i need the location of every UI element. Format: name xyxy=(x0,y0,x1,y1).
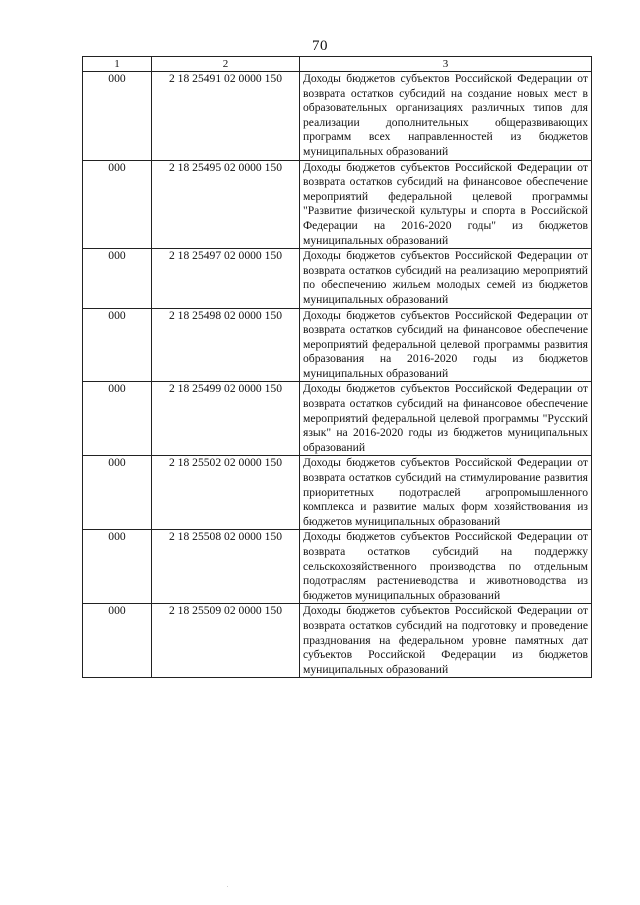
table-row xyxy=(83,382,592,456)
admin-code-cell: 000 xyxy=(83,249,152,308)
table-header-row xyxy=(83,57,592,72)
revenue-description-cell: Доходы бюджетов субъектов Российской Федерации от возврата остатков субсидий на реализацию мероприятий по обеспечению жильем молодых семей из бюджетов муниципальных образований xyxy=(300,249,592,308)
table-row xyxy=(83,308,592,382)
budget-classification-code-cell: 2 18 25508 02 0000 150 xyxy=(152,530,300,604)
budget-classification-code-cell: 2 18 25509 02 0000 150 xyxy=(152,604,300,678)
table-row xyxy=(83,456,592,530)
admin-code-cell: 000 xyxy=(83,604,152,678)
budget-classification-code-cell: 2 18 25502 02 0000 150 xyxy=(152,456,300,530)
column-header-1: 1 xyxy=(83,57,152,72)
admin-code-cell: 000 xyxy=(83,160,152,249)
revenue-description-cell: Доходы бюджетов субъектов Российской Федерации от возврата остатков субсидий на финансовое обеспечение мероприятий федеральной целевой программы "Русский язык" на 2016-2020 годы из бюджетов муниципальных образований xyxy=(300,382,592,456)
budget-classification-code-cell: 2 18 25498 02 0000 150 xyxy=(152,308,300,382)
admin-code-cell: 000 xyxy=(83,308,152,382)
revenue-description-cell: Доходы бюджетов субъектов Российской Федерации от возврата остатков субсидий на создание новых мест в образовательных организациях различных типов для реализации дополнительных общеразвивающих программ всех направленностей из бюджетов муниципальных образований xyxy=(300,72,592,161)
scan-speck xyxy=(227,886,228,887)
budget-revenue-table xyxy=(82,56,592,678)
revenue-description-cell: Доходы бюджетов субъектов Российской Федерации от возврата остатков субсидий на поддержку сельскохозяйственного производства по отдельным подотраслям растениеводства и животноводства из бюджетов муниципальных образований xyxy=(300,530,592,604)
table-row xyxy=(83,249,592,308)
revenue-description-cell: Доходы бюджетов субъектов Российской Федерации от возврата остатков субсидий на финансовое обеспечение мероприятий федеральной целевой программы "Развитие физической культуры и спорта в Российской Федерации на 2016-2020 годы" из бюджетов муниципальных образований xyxy=(300,160,592,249)
table-row xyxy=(83,604,592,678)
column-header-3: 3 xyxy=(300,57,592,72)
revenue-description-cell: Доходы бюджетов субъектов Российской Федерации от возврата остатков субсидий на финансовое обеспечение мероприятий федеральной целевой программы развития образования на 2016-2020 годы из бюджетов муниципальных образований xyxy=(300,308,592,382)
page-number: 70 xyxy=(312,38,328,54)
admin-code-cell: 000 xyxy=(83,456,152,530)
admin-code-cell: 000 xyxy=(83,530,152,604)
revenue-description-cell: Доходы бюджетов субъектов Российской Федерации от возврата остатков субсидий на подготовку и проведение празднования на федеральном уровне памятных дат субъектов Российской Федерации из бюджетов муниципальных образований xyxy=(300,604,592,678)
table-row xyxy=(83,160,592,249)
table-row xyxy=(83,72,592,161)
column-header-2: 2 xyxy=(152,57,300,72)
admin-code-cell: 000 xyxy=(83,382,152,456)
table-row xyxy=(83,530,592,604)
revenue-description-cell: Доходы бюджетов субъектов Российской Федерации от возврата остатков субсидий на стимулирование развития приоритетных подотраслей агропромышленного комплекса и развитие малых форм хозяйствования из бюджетов муниципальных образований xyxy=(300,456,592,530)
admin-code-cell: 000 xyxy=(83,72,152,161)
budget-classification-code-cell: 2 18 25499 02 0000 150 xyxy=(152,382,300,456)
budget-classification-code-cell: 2 18 25495 02 0000 150 xyxy=(152,160,300,249)
budget-classification-code-cell: 2 18 25497 02 0000 150 xyxy=(152,249,300,308)
budget-classification-code-cell: 2 18 25491 02 0000 150 xyxy=(152,72,300,161)
